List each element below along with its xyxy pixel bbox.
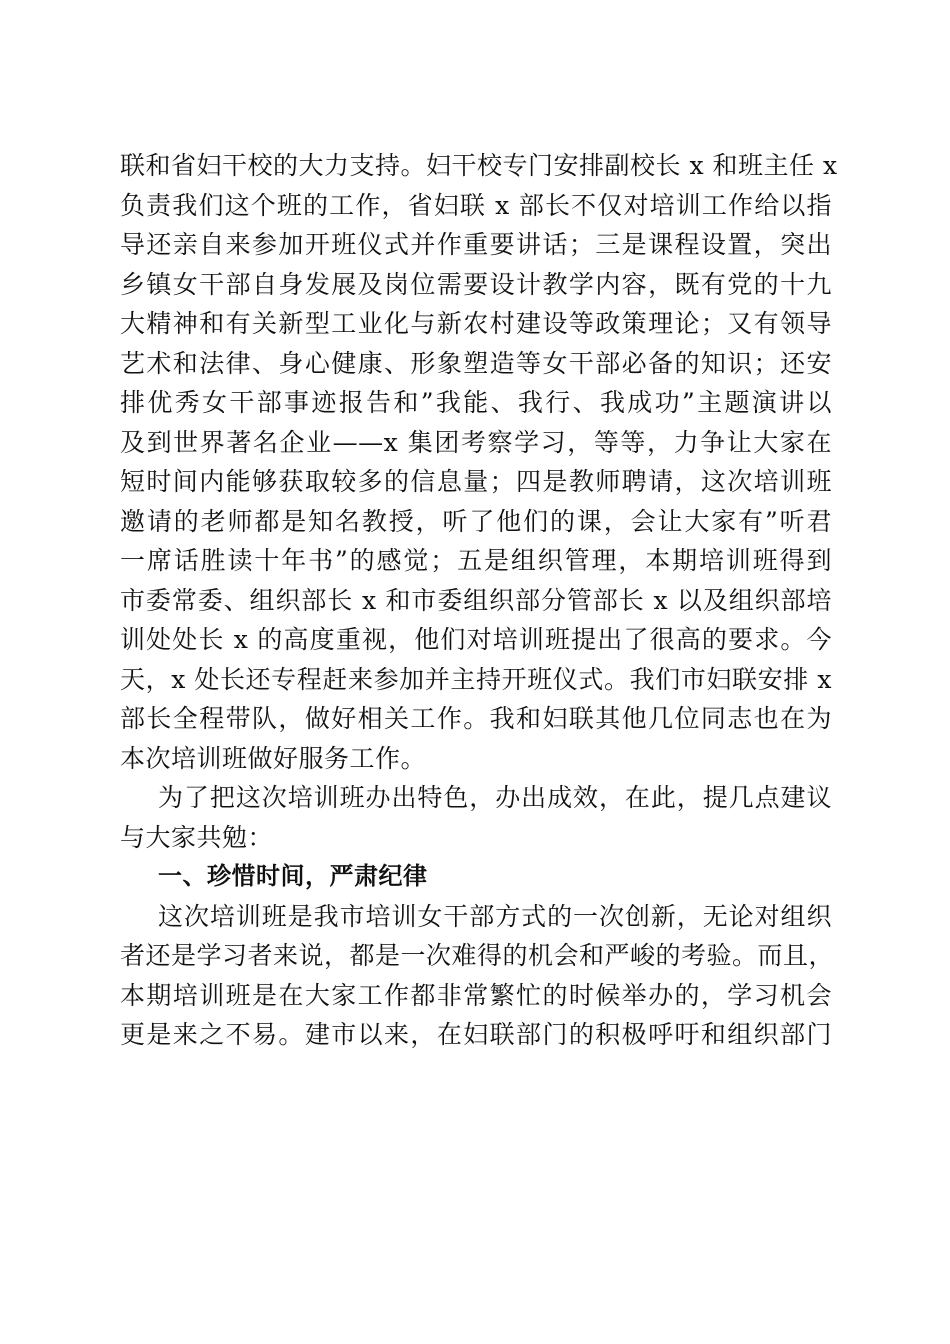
paragraph-line: 一席话胜读十年书”的感觉；五是组织管理，本期培训班得到 — [120, 546, 832, 575]
paragraph-line: 这次培训班是我市培训女干部方式的一次创新，无论对组织 — [158, 901, 832, 931]
paragraph-line: 联和省妇干校的大力支持。妇干校专门安排副校长 x 和班主任 x — [120, 151, 838, 180]
paragraph-line: 者还是学习者来说，都是一次难得的机会和严峻的考验。而且， — [120, 941, 835, 970]
paragraph-2 — [120, 778, 832, 857]
paragraph-line: 负责我们这个班的工作，省妇联 x 部长不仅对培训工作给以指 — [120, 190, 832, 220]
section-heading: 一、珍惜时间，严肃纪律 — [158, 862, 428, 890]
paragraph-line: 训处处长 x 的高度重视，他们对培训班提出了很高的要求。今 — [120, 625, 832, 654]
paragraph-line: 及到世界著名企业——x 集团考察学习，等等，力争让大家在 — [120, 427, 832, 457]
paragraph-line: 乡镇女干部自身发展及岗位需要设计教学内容，既有党的十九 — [120, 269, 832, 299]
paragraph-3 — [120, 897, 835, 1055]
document-body — [120, 146, 838, 1055]
paragraph-line: 本次培训班做好服务工作。 — [120, 743, 427, 773]
paragraph-line: 天，x 处长还专程赶来参加并主持开班仪式。我们市妇联安排 x — [120, 664, 832, 694]
paragraph-line: 排优秀女干部事迹报告和”我能、我行、我成功”主题演讲以 — [120, 388, 832, 417]
paragraph-line: 导还亲自来参加开班仪式并作重要讲话；三是课程设置，突出 — [120, 230, 832, 259]
paragraph-line: 艺术和法律、身心健康、形象塑造等女干部必备的知识；还安 — [120, 348, 832, 378]
paragraph-line: 市委常委、组织部长 x 和市委组织部分管部长 x 以及组织部培 — [120, 585, 832, 615]
paragraph-line: 本期培训班是在大家工作都非常繁忙的时候举办的，学习机会 — [120, 980, 832, 1010]
paragraph-line: 为了把这次培训班办出特色，办出成效，在此，提几点建议 — [158, 783, 832, 812]
paragraph-line: 与大家共勉： — [120, 822, 274, 852]
paragraph-line: 短时间内能够获取较多的信息量；四是教师聘请，这次培训班 — [120, 467, 832, 496]
paragraph-line: 邀请的老师都是知名教授，听了他们的课，会让大家有”听君 — [120, 506, 832, 536]
paragraph-line: 部长全程带队，做好相关工作。我和妇联其他几位同志也在为 — [120, 704, 832, 733]
paragraph-line: 更是来之不易。建市以来，在妇联部门的积极呼吁和组织部门 — [120, 1020, 832, 1049]
paragraph-line: 大精神和有关新型工业化与新农村建设等政策理论；又有领导 — [120, 309, 832, 338]
paragraph-1 — [120, 146, 838, 778]
